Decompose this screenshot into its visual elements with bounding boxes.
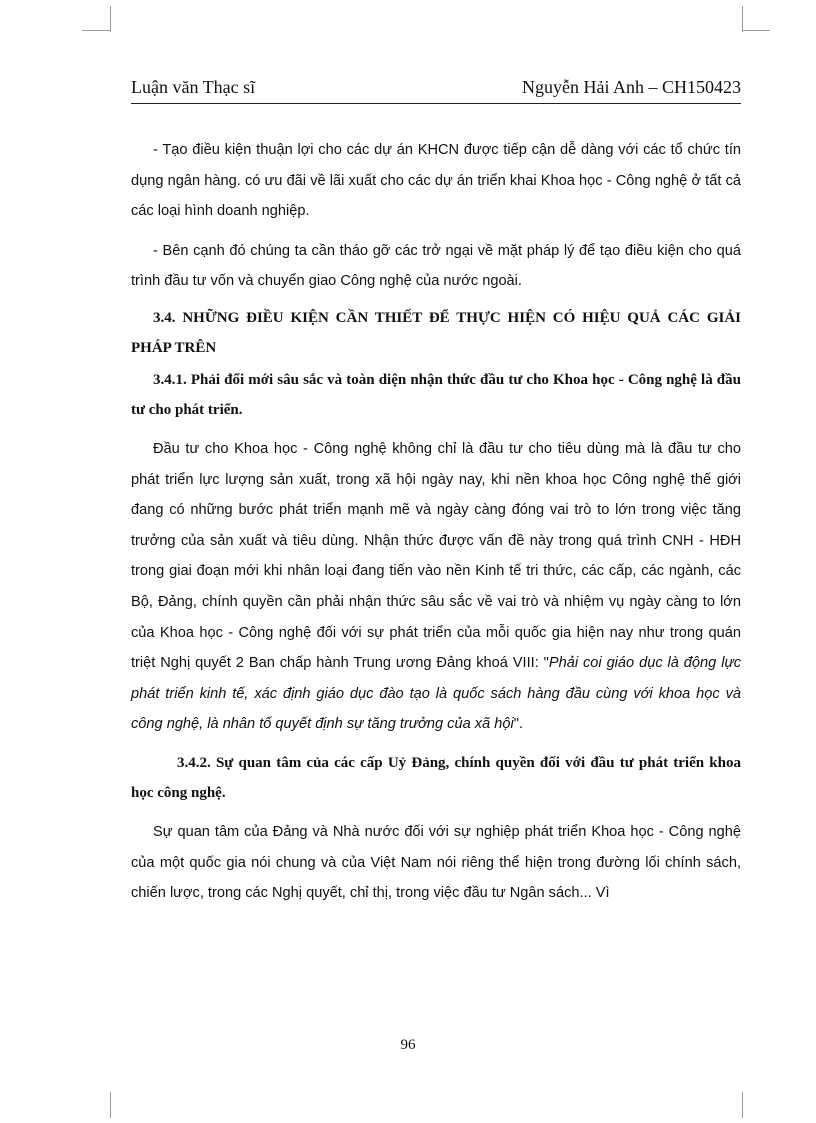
paragraph-credit-access: - Tạo điều kiện thuận lợi cho các dự án KHCN được tiếp cận dễ dàng với các tổ chức tín dụng ngân hàng. có ưu đãi về lãi xuất cho các dự án triển khai Khoa học - Công nghệ ở tất cả các loại hình doanh nghiệp. xyxy=(131,142,741,220)
header-rule xyxy=(131,103,741,104)
paragraph-party-attention: Sự quan tâm của Đảng và Nhà nước đối với sự nghiệp phát triển Khoa học - Công nghệ của một quốc gia nói chung và của Việt Nam nói riêng thể hiện trong đường lối chính sách, chiến lược, trong các Nghị quyết, chỉ thị, trong việc đầu tư Ngân sách... Vì xyxy=(131,823,741,902)
header-author: Nguyễn Hải Anh – CH150423 xyxy=(522,77,741,97)
crop-mark xyxy=(110,1092,112,1118)
section-heading-3-4-2: 3.4.2. Sự quan tâm của các cấp Uỷ Đảng, chính quyền đối với đầu tư phát triển khoa học công nghệ. xyxy=(131,754,741,801)
crop-mark xyxy=(742,1092,744,1118)
running-header xyxy=(131,74,741,104)
paragraph-investment-awareness xyxy=(131,434,741,740)
crop-mark xyxy=(110,6,112,32)
section-heading-3-4: 3.4. NHỮNG ĐIỀU KIỆN CẦN THIẾT ĐỂ THỰC HIỆN CÓ HIỆU QUẢ CÁC GIẢI PHÁP TRÊN xyxy=(131,309,741,356)
crop-mark xyxy=(742,6,744,32)
crop-mark xyxy=(742,30,770,32)
section-heading-3-4-1: 3.4.1. Phải đổi mới sâu sắc và toàn diện nhận thức đầu tư cho Khoa học - Công nghệ là đầu tư cho phát triển. xyxy=(131,371,741,418)
crop-mark xyxy=(82,30,110,32)
header-thesis-title: Luận văn Thạc sĩ xyxy=(131,77,256,97)
paragraph-end: ". xyxy=(513,716,523,733)
paragraph-main-text: Đầu tư cho Khoa học - Công nghệ không chỉ là đầu tư cho tiêu dùng mà là đầu tư cho phát triển lực lượng sản xuất, trong xã hội ngày nay, khi nền khoa học Công nghệ thế giới đang có những bước phát triển mạnh mẽ và ngày càng đóng vai trò to lớn trong việc tăng trưởng của sản xuất và tiêu dùng. Nhận thức được vấn đề này trong quá trình CNH - HĐH trong giai đoạn mới khi nhân loại đang tiến vào nền Kinh tế tri thức, các cấp, các ngành, các Bộ, Đảng, chính quyền cần phải nhận thức sâu sắc về vai trò và nhiệm vụ ngày càng to lớn của Khoa học - Công nghệ đối với sự phát triển của mỗi quốc gia hiện nay như trong quán triệt Nghị quyết 2 Ban chấp hành Trung ương Đảng khoá VIII: " xyxy=(131,440,741,672)
page-number: 96 xyxy=(400,1037,416,1053)
resolution-quote: Phải coi giáo dục là động lực phát triển kinh tế, xác định giáo dục đào tạo là quốc sách hàng đầu cùng với khoa học và công nghệ, là nhân tố quyết định sự tăng trưởng của xã hội xyxy=(131,655,741,733)
paragraph-legal-obstacles: - Bên cạnh đó chúng ta cần tháo gỡ các trở ngại về mặt pháp lý để tạo điều kiện cho quá trình đầu tư vốn và chuyển giao Công nghệ của nước ngoài. xyxy=(131,242,741,290)
body-text xyxy=(131,135,741,909)
